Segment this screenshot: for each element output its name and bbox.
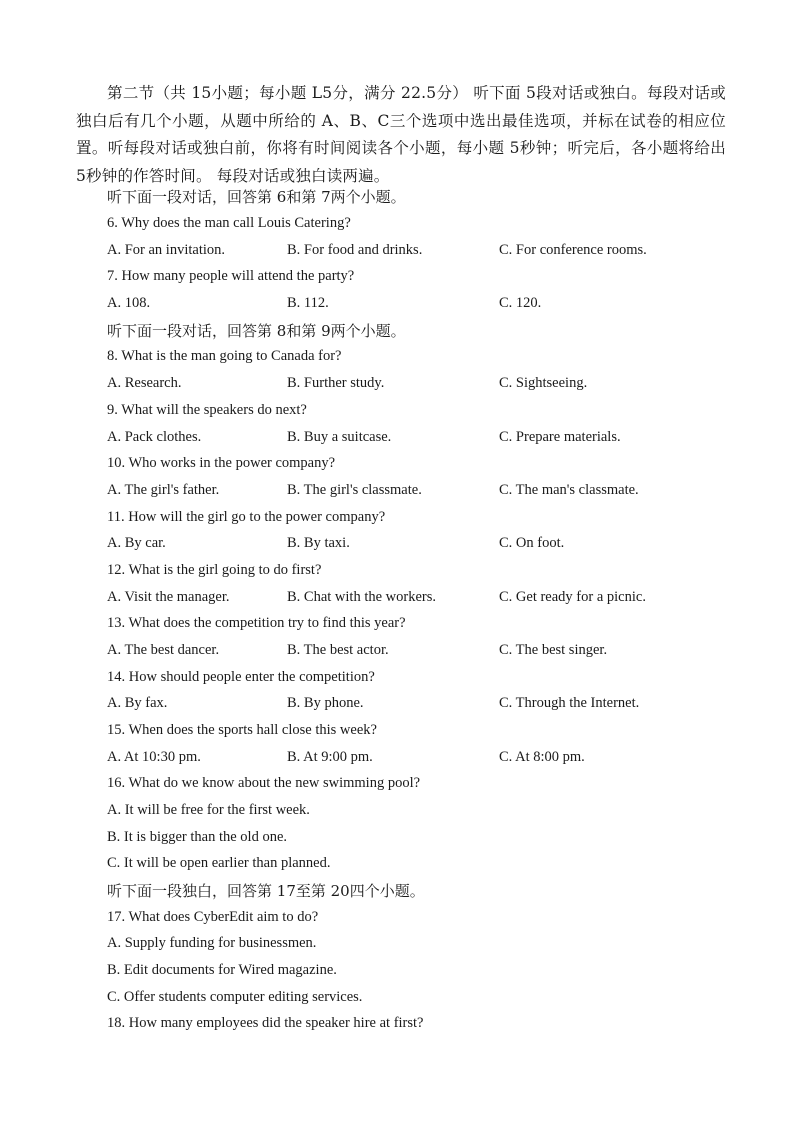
option-c: C. Offer students computer editing services. (107, 989, 363, 1005)
option-b: B. Further study. (287, 375, 385, 391)
option-b: B. Buy a suitcase. (287, 429, 392, 445)
option-c: C. It will be open earlier than planned. (107, 855, 331, 871)
option-b: B. Edit documents for Wired magazine. (107, 962, 337, 978)
option-a: A. Visit the manager. (107, 589, 230, 605)
option-c: C. At 8:00 pm. (499, 749, 585, 765)
option-a: A. The best dancer. (107, 642, 220, 658)
option-a: A. The girl's father. (107, 482, 220, 498)
option-b: B. At 9:00 pm. (287, 749, 373, 765)
option-b: B. 112. (287, 295, 329, 311)
option-c: C. Prepare materials. (499, 429, 621, 445)
option-a: A. Pack clothes. (107, 429, 202, 445)
option-c: C. Through the Internet. (499, 695, 640, 711)
question-12: 12. What is the girl going to do first? (107, 562, 322, 578)
question-18: 18. How many employees did the speaker hire at first? (107, 1015, 424, 1031)
question-11: 11. How will the girl go to the power company? (107, 509, 386, 525)
option-b: B. The best actor. (287, 642, 389, 658)
option-a: A. 108. (107, 295, 151, 311)
question-13: 13. What does the competition try to find this year? (107, 615, 406, 631)
option-a: A. By car. (107, 535, 166, 551)
question-16: 16. What do we know about the new swimming pool? (107, 775, 421, 791)
option-a: A. Research. (107, 375, 182, 391)
option-c: C. 120. (499, 295, 542, 311)
question-9: 9. What will the speakers do next? (107, 402, 307, 418)
question-6: 6. Why does the man call Louis Catering? (107, 215, 351, 231)
question-14: 14. How should people enter the competition? (107, 669, 375, 685)
option-c: C. On foot. (499, 535, 565, 551)
section-instructions: 第二节（共 15小题；每小题 L5分，满分 22.5分） 听下面 5段对话或独白。每段对话或独白后有几个小题，从题中所给的 A、B、C三个选项中选出最佳选项，并标在试卷的相应位置。听每段对话或独白前，你将有时间阅读各个小题，每小题 5秒钟；听完后，各小题将给出 5秒钟的作答时间。 每段对话或独白读两遍。 (76, 84, 726, 185)
option-c: C. Sightseeing. (499, 375, 588, 391)
section-heading: 听下面一段对话，回答第 8和第 9两个小题。 (107, 322, 406, 340)
option-c: C. Get ready for a picnic. (499, 589, 646, 605)
option-b: B. For food and drinks. (287, 242, 423, 258)
section-heading: 听下面一段对话，回答第 6和第 7两个小题。 (107, 188, 406, 206)
question-10: 10. Who works in the power company? (107, 455, 336, 471)
option-b: B. By phone. (287, 695, 364, 711)
option-a: A. Supply funding for businessmen. (107, 935, 317, 951)
option-c: C. The best singer. (499, 642, 608, 658)
question-8: 8. What is the man going to Canada for? (107, 348, 342, 364)
option-c: C. The man's classmate. (499, 482, 639, 498)
question-7: 7. How many people will attend the party? (107, 268, 355, 284)
option-c: C. For conference rooms. (499, 242, 647, 258)
section-heading: 听下面一段独白，回答第 17至第 20四个小题。 (107, 882, 425, 900)
question-17: 17. What does CyberEdit aim to do? (107, 909, 319, 925)
option-a: A. By fax. (107, 695, 168, 711)
question-15: 15. When does the sports hall close this week? (107, 722, 377, 738)
option-b: B. The girl's classmate. (287, 482, 422, 498)
option-b: B. Chat with the workers. (287, 589, 437, 605)
option-a: A. It will be free for the first week. (107, 802, 310, 818)
option-a: A. At 10:30 pm. (107, 749, 201, 765)
option-b: B. By taxi. (287, 535, 350, 551)
option-b: B. It is bigger than the old one. (107, 829, 288, 845)
option-a: A. For an invitation. (107, 242, 226, 258)
